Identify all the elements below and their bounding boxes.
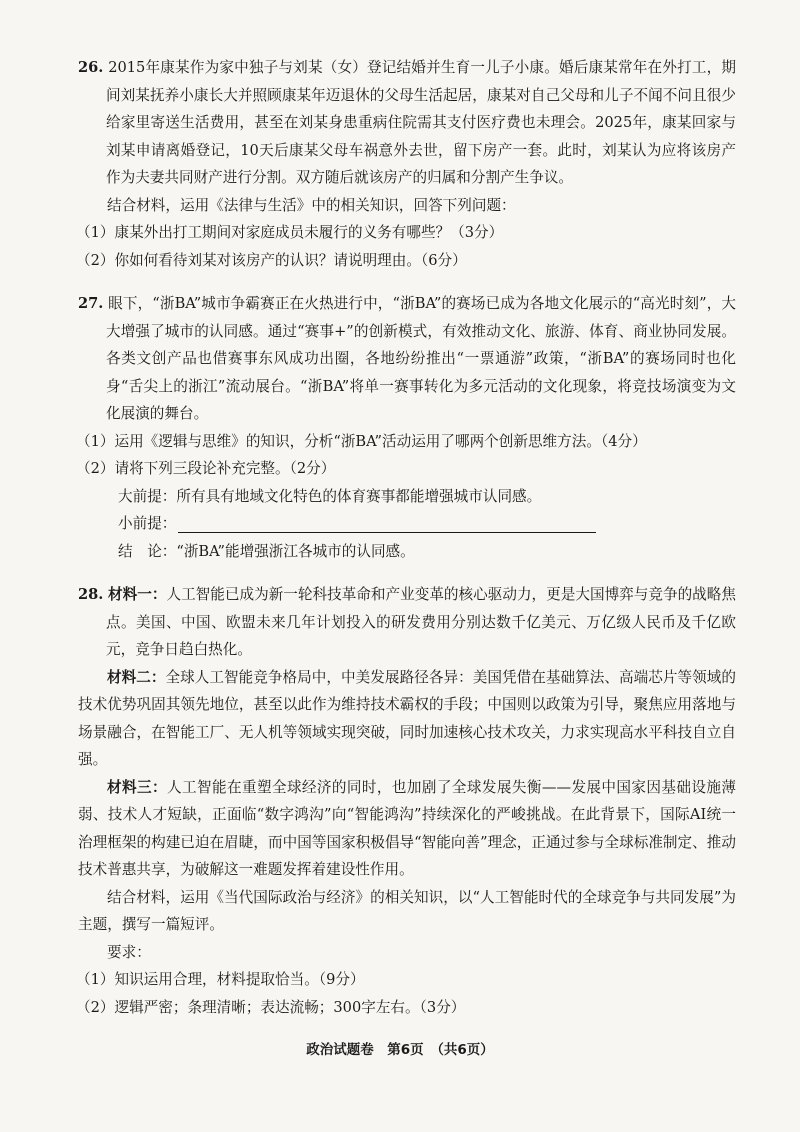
q28-instruction: 结合材料，运用《当代国际政治与经济》的相关知识，以“人工智能时代的全球竞争与共同发展”为主题，撰写一篇短评。 <box>78 888 736 933</box>
q28-material1-label: 材料一： <box>108 586 167 603</box>
q26-sub2: （2）你如何看待刘某对该房产的认识？请说明理由。（6分） <box>76 251 467 269</box>
q26-body: 2015年康某作为家中独子与刘某（女）登记结婚并生育一儿子小康。婚后康某常年在外打工，期间刘某抚养小康长大并照顾康某年迈退休的父母生活起居，康某对自己父母和儿子不闻不问且很少给家里寄送生活费用，甚至在刘某身患重病住院需其支付医疗费也未理会。2025年，康某回家与刘某申请离婚登记，10天后康某父母车祸意外去世，留下房产一套。此时，刘某认为应将该房产作为夫妻共同财产进行分割。双方随后就该房产的归属和分割产生争议。 <box>106 59 736 186</box>
q28-number: 28. <box>78 586 104 603</box>
q27-major-premise: 大前提：所有具有地域文化特色的体育赛事都能增强城市认同感。 <box>118 487 542 505</box>
q28-material2-label: 材料二： <box>107 668 166 686</box>
q26-number: 26. <box>78 59 104 76</box>
question-28 <box>78 581 736 1021</box>
q27-minor-premise <box>118 510 736 538</box>
q28-material2 <box>78 664 736 774</box>
q27-number: 27. <box>78 295 104 312</box>
q26-instruction: 结合材料，运用《法律与生活》中的相关知识，回答下列问题： <box>107 196 516 214</box>
q28-requirements-label: 要求： <box>107 943 151 961</box>
q27-sub1: （1）运用《逻辑与思维》的知识，分析“浙BA”活动运用了哪两个创新思维方法。（4分） <box>76 432 647 450</box>
answer-blank <box>178 516 596 533</box>
q26-sub1: （1）康某外出打工期间对家庭成员未履行的义务有哪些？（3分） <box>76 224 504 241</box>
page-footer: 政治试题卷 第6页 （共6页） <box>306 1042 494 1058</box>
q28-material3-label: 材料三： <box>107 778 167 796</box>
q26-stem <box>78 54 736 192</box>
question-26 <box>78 54 736 274</box>
q28-material3 <box>78 774 736 884</box>
q27-body: 眼下，“浙BA”城市争霸赛正在火热进行中，“浙BA”的赛场已成为各地文化展示的“高光时刻”，大大增强了城市的认同感。通过“赛事+”的创新模式，有效推动文化、旅游、体育、商业协同发展。各类文创产品也借赛事东风成功出圈，各地纷纷推出“一票通游”政策，“浙BA”的赛场同时也化身“舌尖上的浙江”流动展台。“浙BA”将单一赛事转化为多元活动的文化现象，将竞技场演变为文化展演的舞台。 <box>106 295 736 422</box>
q28-material3-text: 人工智能在重塑全球经济的同时，也加剧了全球发展失衡——发展中国家因基础设施薄弱、技术人才短缺，正面临“数字鸿沟”向“智能鸿沟”持续深化的严峻挑战。在此背景下，国际AI统一治理框架的构建已迫在眉睫，而中国等国家积极倡导“智能向善”理念，正通过参与全球标准制定、推动技术普惠共享，为破解这一难题发挥着建设性作用。 <box>78 778 736 878</box>
q27-conclusion: 结 论：“浙BA”能增强浙江各城市的认同感。 <box>118 542 415 560</box>
q28-req1: （1）知识运用合理，材料提取恰当。（9分） <box>76 971 365 988</box>
q27-stem <box>78 290 736 428</box>
q27-sub2: （2）请将下列三段论补充完整。（2分） <box>76 460 336 477</box>
q28-material2-text: 全球人工智能竞争格局中，中美发展路径各异：美国凭借在基础算法、高端芯片等领域的技术优势巩固其领先地位，甚至以此作为维持技术霸权的手段；中国则以政策为引导，聚焦应用落地与场景融合，在智能工厂、无人机等领域实现突破，同时加速核心技术攻关，力求实现高水平科技自立自强。 <box>78 668 736 768</box>
q28-material1-text: 人工智能已成为新一轮科技革命和产业变革的核心驱动力，更是大国博弈与竞争的战略焦点。美国、中国、欧盟未来几年计划投入的研发费用分别达数千亿美元、万亿级人民币及千亿欧元，竞争日趋白热化。 <box>106 586 736 658</box>
q27-minor-premise-label: 小前提： <box>118 515 177 532</box>
q28-material1 <box>78 581 736 664</box>
q28-req2: （2）逻辑严密；条理清晰；表达流畅；300字左右。（3分） <box>76 998 466 1016</box>
question-27 <box>78 290 736 565</box>
